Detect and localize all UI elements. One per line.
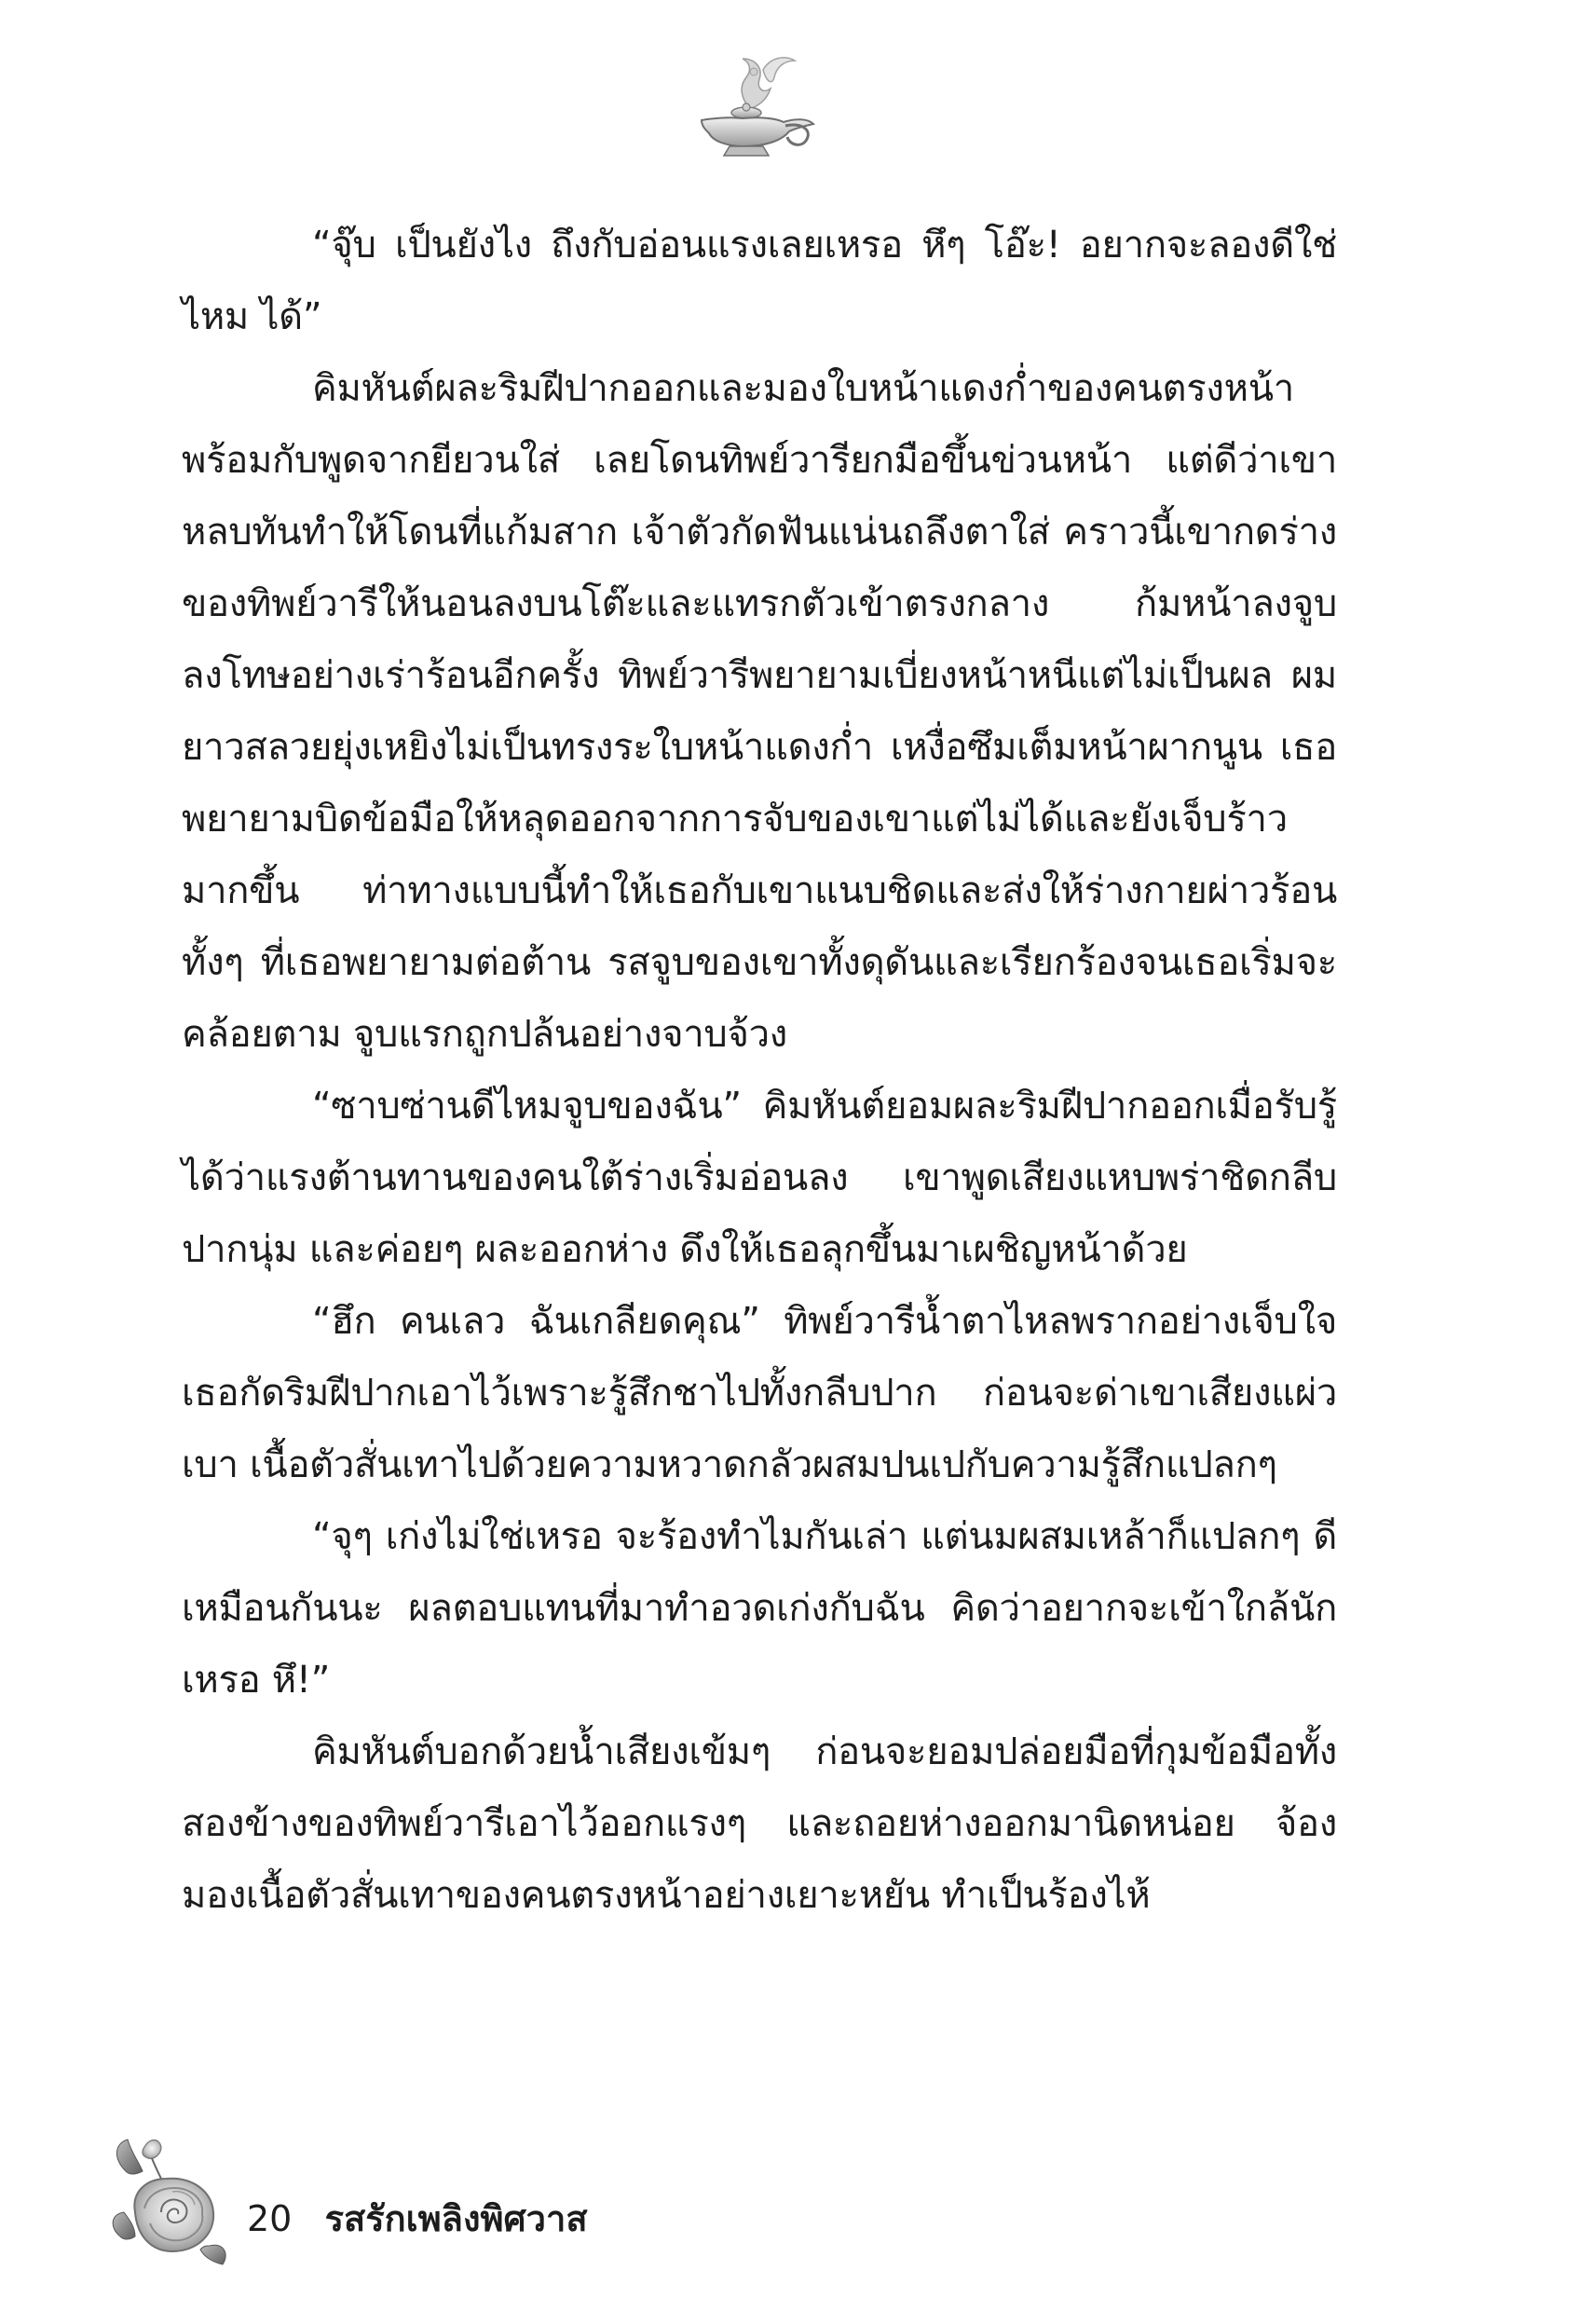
paragraph: คิมหันต์ผละริมฝีปากออกและมองใบหน้าแดงก่ำของคนตรงหน้าพร้อมกับพูดจากยียวนใส่ เลยโดนทิพย์วารียกมือขึ้นข่วนหน้า แต่ดีว่าเขาหลบทันทำให้โดนที่แก้มสาก เจ้าตัวกัดฟันแน่นถลึงตาใส่ คราวนี้เขากดร่างของทิพย์วารีให้นอนลงบนโต๊ะและแทรกตัวเข้าตรงกลาง ก้มหน้าลงจูบลงโทษอย่างเร่าร้อนอีกครั้ง ทิพย์วารีพยายามเบี่ยงหน้าหนีแต่ไม่เป็นผล ผมยาวสลวยยุ่งเหยิงไม่เป็นทรงระใบหน้าแดงก่ำ เหงื่อซึมเต็มหน้าผากนูน เธอพยายามบิดข้อมือให้หลุดออกจากการจับของเขาแต่ไม่ได้และยังเจ็บร้าวมากขึ้น ท่าทางแบบนี้ทำให้เธอกับเขาแนบชิดและส่งให้ร่างกายผ่าวร้อน ทั้งๆ ที่เธอพยายามต่อต้าน รสจูบของเขาทั้งดุดันและเรียกร้องจนเธอเริ่มจะคล้อยตาม จูบแรกถูกปล้นอย่างจาบจ้วง — [182, 367, 1337, 1056]
footer-text — [247, 2190, 588, 2247]
paragraph: “ฮึก คนเลว ฉันเกลียดคุณ” ทิพย์วารีน้ำตาไหลพรากอย่างเจ็บใจ เธอกัดริมฝีปากเอาไว้เพราะรู้สึกชาไปทั้งกลีบปาก ก่อนจะด่าเขาเสียงแผ่วเบา เนื้อตัวสั่นเทาไปด้วยความหวาดกลัวผสมปนเปกับความรู้สึกแปลกๆ — [182, 1300, 1337, 1486]
magic-lamp-genie-icon — [685, 51, 825, 163]
page-footer — [107, 2134, 759, 2292]
paragraph: “จุๆ เก่งไม่ใช่เหรอ จะร้องทำไมกันเล่า แต่นมผสมเหล้าก็แปลกๆ ดีเหมือนกันนะ ผลตอบแทนที่มาทำอวดเก่งกับฉัน คิดว่าอยากจะเข้าใกล้นักเหรอ หึ!” — [182, 1515, 1337, 1702]
paragraph: “จุ๊บ เป็นยังไง ถึงกับอ่อนแรงเลยเหรอ หึๆ โอ๊ะ! อยากจะลองดีใช่ไหม ได้” — [182, 224, 1337, 338]
rose-icon — [107, 2134, 247, 2274]
paragraph: “ซาบซ่านดีไหมจูบของฉัน” คิมหันต์ยอมผละริมฝีปากออกเมื่อรับรู้ได้ว่าแรงต้านทานของคนใต้ร่างเริ่มอ่อนลง เขาพูดเสียงแหบพร่าชิดกลีบปากนุ่ม และค่อยๆ ผละออกห่าง ดึงให้เธอลุกขึ้นมาเผชิญหน้าด้วย — [182, 1085, 1337, 1271]
page-number: 20 — [247, 2198, 293, 2239]
paragraph: คิมหันต์บอกด้วยน้ำเสียงเข้มๆ ก่อนจะยอมปล่อยมือที่กุมข้อมือทั้งสองข้างของทิพย์วารีเอาไว้ออกแรงๆ และถอยห่างออกมานิดหน่อย จ้องมองเนื้อตัวสั่นเทาของคนตรงหน้าอย่างเยาะหยัน ทำเป็นร้องไห้ — [182, 1730, 1337, 1917]
book-title: รสรักเพลิงพิศวาส — [324, 2198, 588, 2239]
story-text — [182, 210, 1337, 1932]
